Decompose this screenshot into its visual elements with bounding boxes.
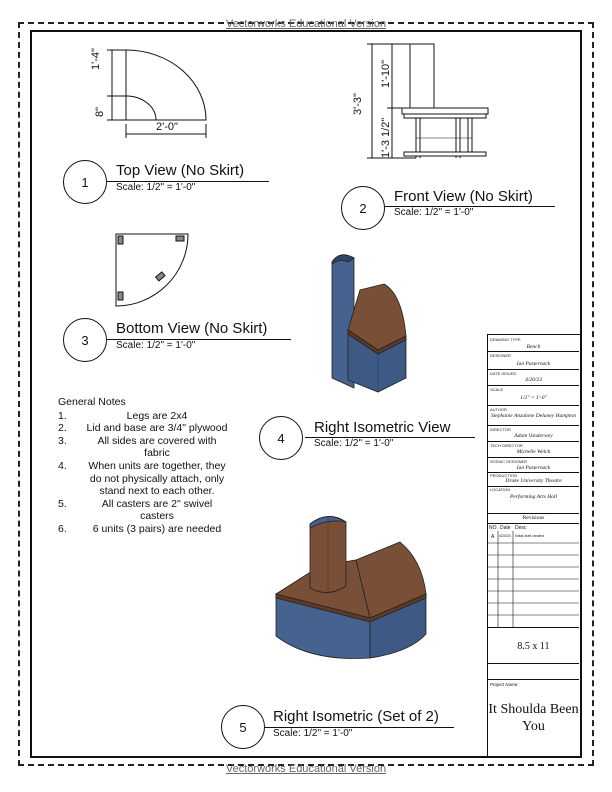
tb-value-tech-director: Michelle Welch [516, 449, 551, 455]
note-text: 6 units (3 pairs) are needed [92, 522, 222, 535]
note-item [58, 410, 228, 423]
tb-label-date: DATE ISSUED [490, 371, 517, 376]
revision-col-desc: Desc [515, 525, 527, 531]
note-number: 4. [58, 459, 67, 472]
revision-date: 4/20/23 [499, 534, 511, 538]
revision-no: A [491, 534, 495, 540]
dim-top-back: 1'-4" [90, 48, 102, 70]
notes-header: General Notes [58, 396, 126, 408]
tb-divider [488, 441, 579, 442]
note-item [58, 422, 228, 435]
tb-value-date: 4/20/23 [525, 377, 542, 383]
tb-label-location: LOCATION [490, 487, 511, 492]
view-title-5: Right Isometric (Set of 2) [273, 708, 439, 725]
watermark-top: Vectorworks Educational Version [225, 18, 387, 30]
tb-value-production: Drake University Theatre [505, 478, 562, 484]
note-text: Legs are 2x4 [126, 409, 188, 422]
dim-front-lower: 1'-3 1/2" [380, 117, 392, 158]
tb-divider [488, 405, 579, 406]
tb-label-designer: DESIGNER [490, 353, 511, 358]
note-number: 2. [58, 422, 67, 435]
tb-value-author: Stephanie Anzalone Delaney Hampton [491, 413, 576, 419]
note-number: 3. [58, 434, 67, 447]
view-title-4: Right Isometric View [314, 419, 451, 436]
view-title-1: Top View (No Skirt) [116, 162, 245, 179]
view-scale-1: Scale: 1/2" = 1'-0" [116, 182, 196, 193]
view-bubble-2: 2 [341, 186, 385, 230]
sheet-size: 8.5 x 11 [517, 641, 550, 652]
note-item [58, 523, 228, 536]
tb-divider [488, 513, 579, 514]
tb-label-director: DIRECTOR [490, 427, 511, 432]
tb-divider [488, 663, 579, 664]
view-bubble-3: 3 [63, 318, 107, 362]
revision-grid [488, 531, 579, 631]
tb-label-scenic-designer: SCENIC DESIGNER [490, 459, 528, 464]
isometric-set-drawing [270, 506, 450, 666]
tb-divider [488, 369, 579, 370]
view-title-3: Bottom View (No Skirt) [116, 320, 268, 337]
watermark-bottom: Vectorworks Educational Version [225, 763, 387, 775]
bottom-view-drawing [110, 228, 195, 313]
dim-top-seat: 8" [94, 106, 106, 117]
view-scale-5: Scale: 1/2" = 1'-0" [273, 728, 353, 739]
tb-label-scale: SCALE [490, 387, 504, 392]
top-view-drawing [84, 38, 219, 148]
tb-value-scenic-designer: Ian Pasternack [516, 465, 551, 471]
dim-front-total: 3'-3" [352, 93, 364, 115]
front-view-drawing [358, 38, 498, 168]
revision-desc: Initial draft created [515, 534, 544, 538]
note-text: All casters are 2" swivel casters [101, 497, 213, 523]
tb-label-author: AUTHOR [490, 407, 507, 412]
tb-divider [488, 627, 579, 628]
tb-value-scale: 1/2" = 1'-0" [520, 395, 547, 401]
isometric-single-drawing [318, 250, 418, 400]
tb-divider [488, 679, 579, 680]
tb-divider [488, 425, 579, 426]
project-name: It Shoulda Been You [488, 702, 579, 734]
title-block [487, 334, 581, 758]
view-scale-4: Scale: 1/2" = 1'-0" [314, 438, 394, 449]
tb-value-designer: Ian Pasternack [516, 361, 551, 367]
dim-front-upper: 1'-10" [380, 59, 392, 88]
tb-divider [488, 457, 579, 458]
view-scale-3: Scale: 1/2" = 1'-0" [116, 340, 196, 351]
project-label: Project Name: [490, 682, 519, 687]
note-item [58, 460, 228, 498]
view-bubble-4: 4 [259, 416, 303, 460]
note-number: 6. [58, 522, 67, 535]
tb-divider [488, 523, 579, 524]
view-bubble-1: 1 [63, 160, 107, 204]
tb-divider [488, 385, 579, 386]
tb-divider [488, 351, 579, 352]
note-item [58, 498, 228, 523]
view-scale-2: Scale: 1/2" = 1'-0" [394, 207, 474, 218]
general-notes [58, 396, 228, 536]
dim-top-width: 2'-0" [156, 121, 178, 133]
note-text: Lid and base are 3/4" plywood [86, 422, 228, 435]
revisions-header: Revisions [522, 515, 545, 521]
revision-col-date: Date [500, 525, 511, 531]
view-title-2: Front View (No Skirt) [394, 188, 533, 205]
tb-value-location: Performing Arts Hall [510, 494, 557, 500]
tb-value-drawing-type: Bench [526, 344, 541, 350]
tb-value-director: Adam Vanderwey [514, 433, 553, 439]
note-number: 5. [58, 497, 67, 510]
revision-col-no: NO. [489, 525, 498, 531]
note-text: When units are together, they do not physically attach, only stand next to each other. [88, 459, 226, 498]
note-item [58, 435, 228, 460]
view-bubble-5: 5 [221, 705, 265, 749]
tb-label-tech-director: TECH DIRECTOR [490, 443, 523, 448]
note-text: All sides are covered with fabric [97, 434, 217, 460]
note-number: 1. [58, 409, 67, 422]
tb-label-production: PRODUCTION [490, 473, 517, 478]
tb-label-drawing-type: DRAWING TYPE [490, 337, 521, 342]
